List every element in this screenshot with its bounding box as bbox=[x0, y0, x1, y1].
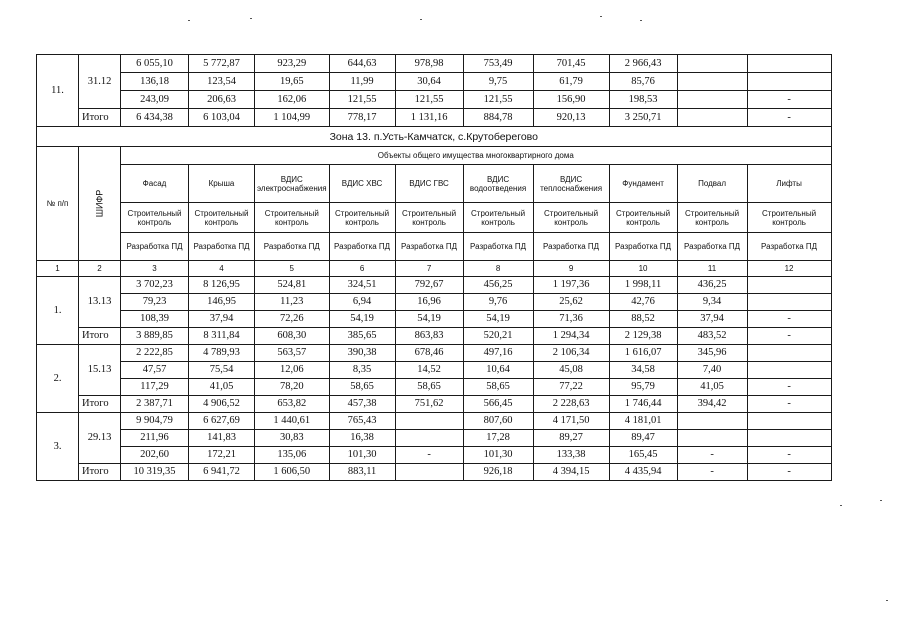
value-cell: 101,30 bbox=[329, 447, 395, 464]
table-row bbox=[37, 447, 832, 464]
value-cell: 121,55 bbox=[329, 91, 395, 109]
column-header: ВДИС электроснабжения bbox=[255, 165, 330, 203]
value-cell: 79,23 bbox=[121, 294, 189, 311]
shifr-code: 15.13 bbox=[79, 345, 121, 396]
value-cell: 753,49 bbox=[463, 55, 533, 73]
value-cell: 3 702,23 bbox=[121, 277, 189, 294]
value-cell: 41,05 bbox=[189, 379, 255, 396]
total-cell: 884,78 bbox=[463, 109, 533, 127]
value-cell: 644,63 bbox=[329, 55, 395, 73]
itogo-row bbox=[37, 109, 832, 127]
value-cell bbox=[677, 91, 747, 109]
total-cell: 926,18 bbox=[463, 464, 533, 481]
value-cell: 2 222,85 bbox=[121, 345, 189, 362]
value-cell: 58,65 bbox=[395, 379, 463, 396]
value-cell: 156,90 bbox=[533, 91, 609, 109]
value-cell: 45,08 bbox=[533, 362, 609, 379]
value-cell: 678,46 bbox=[395, 345, 463, 362]
total-cell: 6 103,04 bbox=[189, 109, 255, 127]
value-cell: - bbox=[747, 311, 831, 328]
column-number: 3 bbox=[121, 261, 189, 277]
value-cell: - bbox=[747, 379, 831, 396]
total-cell bbox=[677, 109, 747, 127]
scan-dot bbox=[640, 20, 642, 21]
value-cell: 85,76 bbox=[609, 73, 677, 91]
design-header: Разработка ПД bbox=[677, 233, 747, 261]
design-header: Разработка ПД bbox=[189, 233, 255, 261]
control-header: Строительный контроль bbox=[747, 203, 831, 233]
value-cell: 136,18 bbox=[121, 73, 189, 91]
column-number: 2 bbox=[79, 261, 121, 277]
header-row bbox=[37, 147, 832, 165]
shifr-code: 29.13 bbox=[79, 413, 121, 464]
value-cell bbox=[747, 413, 831, 430]
control-header: Строительный контроль bbox=[463, 203, 533, 233]
value-cell: 9,34 bbox=[677, 294, 747, 311]
value-cell: 11,99 bbox=[329, 73, 395, 91]
value-cell: 765,43 bbox=[329, 413, 395, 430]
value-cell: 95,79 bbox=[609, 379, 677, 396]
design-header: Разработка ПД bbox=[747, 233, 831, 261]
column-header-shifr bbox=[79, 147, 121, 261]
value-cell: 89,27 bbox=[533, 430, 609, 447]
objects-header: Объекты общего имущества многоквартирного дома bbox=[121, 147, 832, 165]
value-cell: 202,60 bbox=[121, 447, 189, 464]
value-cell: 1 616,07 bbox=[609, 345, 677, 362]
design-header: Разработка ПД bbox=[533, 233, 609, 261]
value-cell: 9 904,79 bbox=[121, 413, 189, 430]
value-cell: 9,76 bbox=[463, 294, 533, 311]
value-cell: 54,19 bbox=[463, 311, 533, 328]
value-cell: 9,75 bbox=[463, 73, 533, 91]
value-cell: 101,30 bbox=[463, 447, 533, 464]
value-cell: 58,65 bbox=[463, 379, 533, 396]
value-cell: 121,55 bbox=[463, 91, 533, 109]
total-cell: 4 394,15 bbox=[533, 464, 609, 481]
value-cell: 456,25 bbox=[463, 277, 533, 294]
value-cell: 165,45 bbox=[609, 447, 677, 464]
value-cell: 923,29 bbox=[255, 55, 330, 73]
value-cell: 47,57 bbox=[121, 362, 189, 379]
value-cell: 1 440,61 bbox=[255, 413, 330, 430]
value-cell: 72,26 bbox=[255, 311, 330, 328]
scan-dot bbox=[840, 505, 842, 506]
total-cell: 653,82 bbox=[255, 396, 330, 413]
value-cell bbox=[747, 73, 831, 91]
total-cell: 1 746,44 bbox=[609, 396, 677, 413]
table-row bbox=[37, 294, 832, 311]
value-cell: 121,55 bbox=[395, 91, 463, 109]
value-cell: 16,38 bbox=[329, 430, 395, 447]
value-cell: 135,06 bbox=[255, 447, 330, 464]
value-cell: 54,19 bbox=[329, 311, 395, 328]
column-header: ВДИС теплоснабжения bbox=[533, 165, 609, 203]
value-cell: 58,65 bbox=[329, 379, 395, 396]
total-cell: 1 294,34 bbox=[533, 328, 609, 345]
row-number: 3. bbox=[37, 413, 79, 481]
scan-dot bbox=[250, 18, 252, 19]
itogo-row bbox=[37, 464, 832, 481]
value-cell: 978,98 bbox=[395, 55, 463, 73]
total-cell: 566,45 bbox=[463, 396, 533, 413]
value-cell: 390,38 bbox=[329, 345, 395, 362]
column-number: 1 bbox=[37, 261, 79, 277]
value-cell: 30,64 bbox=[395, 73, 463, 91]
value-cell: 123,54 bbox=[189, 73, 255, 91]
total-cell: 457,38 bbox=[329, 396, 395, 413]
scan-dot bbox=[886, 600, 888, 601]
table-row bbox=[37, 277, 832, 294]
header-row bbox=[37, 203, 832, 233]
header-row bbox=[37, 165, 832, 203]
design-header: Разработка ПД bbox=[395, 233, 463, 261]
value-cell: 78,20 bbox=[255, 379, 330, 396]
value-cell: 436,25 bbox=[677, 277, 747, 294]
design-header: Разработка ПД bbox=[121, 233, 189, 261]
control-header: Строительный контроль bbox=[329, 203, 395, 233]
column-number: 7 bbox=[395, 261, 463, 277]
total-cell: 3 889,85 bbox=[121, 328, 189, 345]
total-cell: 6 941,72 bbox=[189, 464, 255, 481]
column-header: Лифты bbox=[747, 165, 831, 203]
control-header: Строительный контроль bbox=[255, 203, 330, 233]
value-cell: 807,60 bbox=[463, 413, 533, 430]
table-row bbox=[37, 73, 832, 91]
total-cell: 2 129,38 bbox=[609, 328, 677, 345]
value-cell: 206,63 bbox=[189, 91, 255, 109]
value-cell: 89,47 bbox=[609, 430, 677, 447]
column-number: 10 bbox=[609, 261, 677, 277]
value-cell: 563,57 bbox=[255, 345, 330, 362]
value-cell: 17,28 bbox=[463, 430, 533, 447]
design-header: Разработка ПД bbox=[609, 233, 677, 261]
value-cell: 75,54 bbox=[189, 362, 255, 379]
itogo-label: Итого bbox=[79, 396, 121, 413]
column-header: ВДИС ХВС bbox=[329, 165, 395, 203]
value-cell: 4 171,50 bbox=[533, 413, 609, 430]
value-cell: 16,96 bbox=[395, 294, 463, 311]
column-number: 5 bbox=[255, 261, 330, 277]
value-cell: 25,62 bbox=[533, 294, 609, 311]
total-cell: 520,21 bbox=[463, 328, 533, 345]
scan-dot bbox=[420, 19, 422, 20]
column-header: ВДИС водоотведения bbox=[463, 165, 533, 203]
value-cell: 146,95 bbox=[189, 294, 255, 311]
number-row bbox=[37, 261, 832, 277]
total-cell: 608,30 bbox=[255, 328, 330, 345]
shifr-code: 13.13 bbox=[79, 277, 121, 328]
table-row bbox=[37, 379, 832, 396]
value-cell: 2 106,34 bbox=[533, 345, 609, 362]
value-cell: 792,67 bbox=[395, 277, 463, 294]
document-table bbox=[36, 54, 832, 481]
total-cell: - bbox=[677, 464, 747, 481]
total-cell: - bbox=[747, 464, 831, 481]
zone-row bbox=[37, 127, 832, 147]
itogo-row bbox=[37, 328, 832, 345]
value-cell: 243,09 bbox=[121, 91, 189, 109]
design-header: Разработка ПД bbox=[463, 233, 533, 261]
value-cell: 12,06 bbox=[255, 362, 330, 379]
table-row bbox=[37, 362, 832, 379]
total-cell: 883,11 bbox=[329, 464, 395, 481]
total-cell: 1 606,50 bbox=[255, 464, 330, 481]
value-cell: 5 772,87 bbox=[189, 55, 255, 73]
total-cell: 920,13 bbox=[533, 109, 609, 127]
column-header: ВДИС ГВС bbox=[395, 165, 463, 203]
total-cell: 751,62 bbox=[395, 396, 463, 413]
value-cell: 14,52 bbox=[395, 362, 463, 379]
value-cell: 6,94 bbox=[329, 294, 395, 311]
value-cell bbox=[747, 55, 831, 73]
total-cell: 10 319,35 bbox=[121, 464, 189, 481]
total-cell: 483,52 bbox=[677, 328, 747, 345]
column-number: 6 bbox=[329, 261, 395, 277]
column-header: Фундамент bbox=[609, 165, 677, 203]
value-cell: 4 789,93 bbox=[189, 345, 255, 362]
control-header: Строительный контроль bbox=[121, 203, 189, 233]
value-cell bbox=[677, 73, 747, 91]
control-header: Строительный контроль bbox=[677, 203, 747, 233]
total-cell: 1 104,99 bbox=[255, 109, 330, 127]
total-cell: 1 131,16 bbox=[395, 109, 463, 127]
value-cell bbox=[747, 277, 831, 294]
total-cell: 3 250,71 bbox=[609, 109, 677, 127]
total-cell: 6 434,38 bbox=[121, 109, 189, 127]
total-cell: 385,65 bbox=[329, 328, 395, 345]
value-cell: 71,36 bbox=[533, 311, 609, 328]
control-header: Строительный контроль bbox=[395, 203, 463, 233]
value-cell: 524,81 bbox=[255, 277, 330, 294]
itogo-label: Итого bbox=[79, 464, 121, 481]
itogo-label: Итого bbox=[79, 109, 121, 127]
value-cell: 1 197,36 bbox=[533, 277, 609, 294]
total-cell: 863,83 bbox=[395, 328, 463, 345]
value-cell bbox=[747, 345, 831, 362]
value-cell: - bbox=[747, 91, 831, 109]
value-cell: 324,51 bbox=[329, 277, 395, 294]
value-cell: 30,83 bbox=[255, 430, 330, 447]
value-cell: 88,52 bbox=[609, 311, 677, 328]
table-row bbox=[37, 91, 832, 109]
value-cell: 6 627,69 bbox=[189, 413, 255, 430]
value-cell bbox=[677, 430, 747, 447]
value-cell: 211,96 bbox=[121, 430, 189, 447]
value-cell: 6 055,10 bbox=[121, 55, 189, 73]
control-header: Строительный контроль bbox=[609, 203, 677, 233]
value-cell: 41,05 bbox=[677, 379, 747, 396]
value-cell: 701,45 bbox=[533, 55, 609, 73]
value-cell: 34,58 bbox=[609, 362, 677, 379]
column-number: 4 bbox=[189, 261, 255, 277]
scan-dot bbox=[880, 500, 882, 501]
value-cell: 8 126,95 bbox=[189, 277, 255, 294]
column-number: 11 bbox=[677, 261, 747, 277]
column-number: 8 bbox=[463, 261, 533, 277]
value-cell: 77,22 bbox=[533, 379, 609, 396]
value-cell: 11,23 bbox=[255, 294, 330, 311]
column-header: Крыша bbox=[189, 165, 255, 203]
value-cell: 8,35 bbox=[329, 362, 395, 379]
value-cell: 141,83 bbox=[189, 430, 255, 447]
value-cell: 37,94 bbox=[189, 311, 255, 328]
value-cell: 162,06 bbox=[255, 91, 330, 109]
column-header: Фасад bbox=[121, 165, 189, 203]
column-number: 9 bbox=[533, 261, 609, 277]
shifr-code: 31.12 bbox=[79, 55, 121, 109]
column-header-number: № п/п bbox=[37, 147, 79, 261]
total-cell: 394,42 bbox=[677, 396, 747, 413]
value-cell: - bbox=[677, 447, 747, 464]
value-cell: 54,19 bbox=[395, 311, 463, 328]
value-cell: - bbox=[395, 447, 463, 464]
row-number: 11. bbox=[37, 55, 79, 127]
total-cell: 778,17 bbox=[329, 109, 395, 127]
value-cell bbox=[677, 413, 747, 430]
shifr-label: ШИФР bbox=[94, 189, 104, 218]
value-cell: 497,16 bbox=[463, 345, 533, 362]
total-cell: - bbox=[747, 396, 831, 413]
table-row bbox=[37, 311, 832, 328]
column-number: 12 bbox=[747, 261, 831, 277]
value-cell bbox=[747, 430, 831, 447]
row-number: 2. bbox=[37, 345, 79, 413]
value-cell: 61,79 bbox=[533, 73, 609, 91]
scan-dot bbox=[600, 16, 602, 17]
header-row bbox=[37, 233, 832, 261]
value-cell: 19,65 bbox=[255, 73, 330, 91]
control-header: Строительный контроль bbox=[533, 203, 609, 233]
total-cell: - bbox=[747, 328, 831, 345]
value-cell bbox=[677, 55, 747, 73]
value-cell: 117,29 bbox=[121, 379, 189, 396]
total-cell bbox=[395, 464, 463, 481]
total-cell: 4 435,94 bbox=[609, 464, 677, 481]
zone-title: Зона 13. п.Усть-Камчатск, с.Крутоберегово bbox=[37, 127, 832, 147]
control-header: Строительный контроль bbox=[189, 203, 255, 233]
value-cell: 345,96 bbox=[677, 345, 747, 362]
value-cell: 108,39 bbox=[121, 311, 189, 328]
itogo-row bbox=[37, 396, 832, 413]
value-cell: 2 966,43 bbox=[609, 55, 677, 73]
row-number: 1. bbox=[37, 277, 79, 345]
value-cell: 7,40 bbox=[677, 362, 747, 379]
total-cell: 4 906,52 bbox=[189, 396, 255, 413]
table-row bbox=[37, 413, 832, 430]
value-cell: 42,76 bbox=[609, 294, 677, 311]
value-cell bbox=[747, 294, 831, 311]
value-cell bbox=[747, 362, 831, 379]
value-cell: 1 998,11 bbox=[609, 277, 677, 294]
value-cell: 133,38 bbox=[533, 447, 609, 464]
design-header: Разработка ПД bbox=[255, 233, 330, 261]
total-cell: 2 387,71 bbox=[121, 396, 189, 413]
table-row bbox=[37, 55, 832, 73]
total-cell: 2 228,63 bbox=[533, 396, 609, 413]
value-cell bbox=[395, 413, 463, 430]
table-row bbox=[37, 345, 832, 362]
design-header: Разработка ПД bbox=[329, 233, 395, 261]
value-cell: 37,94 bbox=[677, 311, 747, 328]
total-cell: - bbox=[747, 109, 831, 127]
scan-dot bbox=[188, 20, 190, 21]
value-cell: 172,21 bbox=[189, 447, 255, 464]
value-cell: 4 181,01 bbox=[609, 413, 677, 430]
itogo-label: Итого bbox=[79, 328, 121, 345]
value-cell: 198,53 bbox=[609, 91, 677, 109]
total-cell: 8 311,84 bbox=[189, 328, 255, 345]
table-row bbox=[37, 430, 832, 447]
value-cell: 10,64 bbox=[463, 362, 533, 379]
value-cell: - bbox=[747, 447, 831, 464]
column-header: Подвал bbox=[677, 165, 747, 203]
value-cell bbox=[395, 430, 463, 447]
